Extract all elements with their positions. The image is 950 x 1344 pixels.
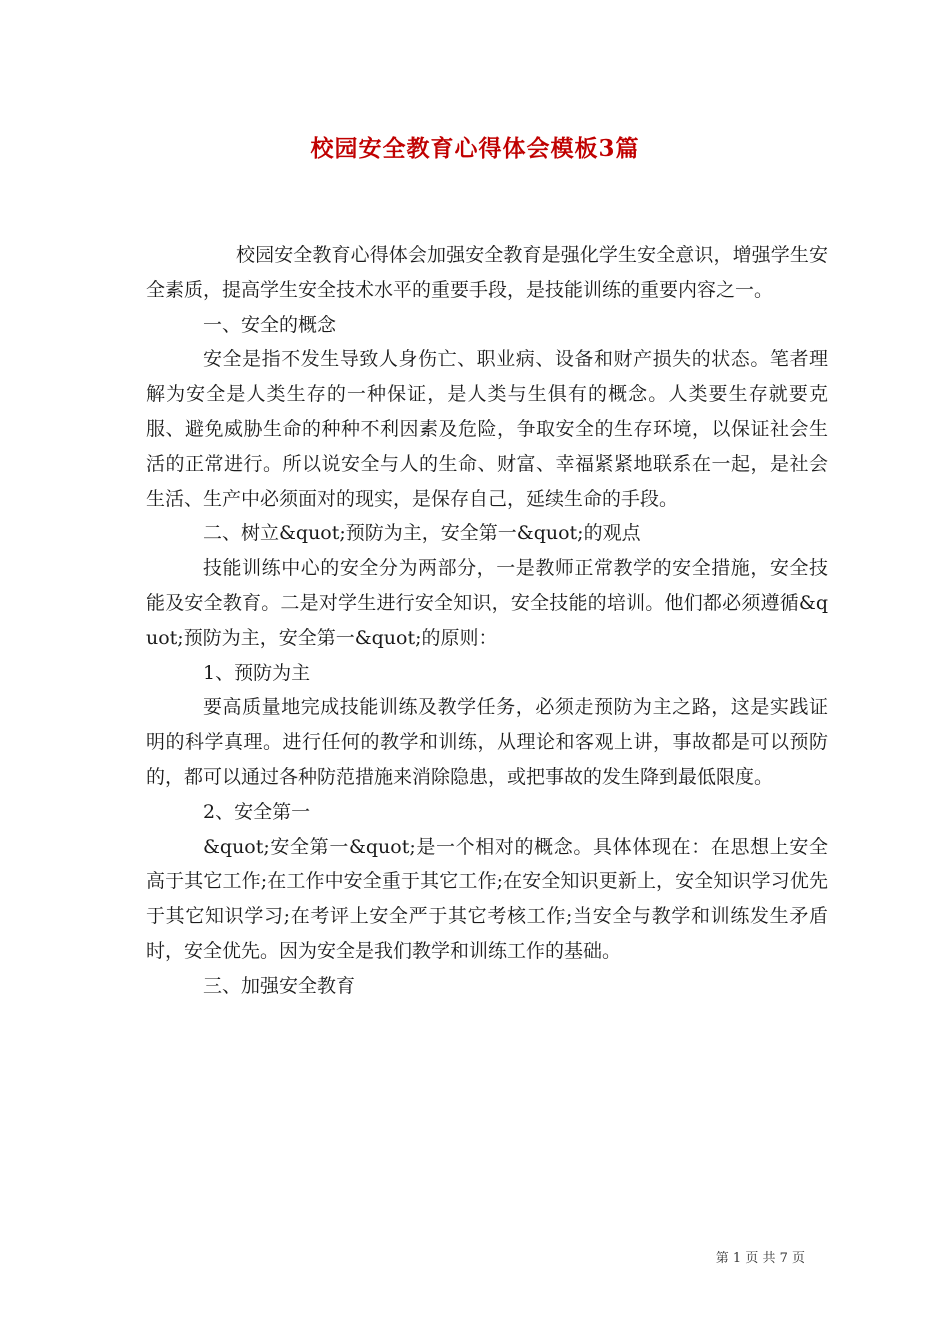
paragraph-intro: 校园安全教育心得体会加强安全教育是强化学生安全意识，增强学生安全素质，提高学生安全技术水平的重要手段，是技能训练的重要内容之一。	[146, 244, 828, 301]
page-number: 第 1 页 共 7 页	[715, 1251, 805, 1266]
document-title: 校园安全教育心得体会模板3篇	[310, 135, 640, 162]
document-body	[146, 238, 828, 1004]
subheading-prevention: 1、预防为主	[203, 661, 311, 684]
paragraph-training-center: 技能训练中心的安全分为两部分，一是教师正常教学的安全措施，安全技能及安全教育。二是对学生进行安全知识，安全技能的培训。他们都必须遵循&quot;预防为主，安全第一&quot;的原则：	[146, 557, 828, 649]
section-heading-1: 一、安全的概念	[203, 313, 337, 336]
paragraph-safety-first: &quot;安全第一&quot;是一个相对的概念。具体体现在：在思想上安全高于其它工作;在工作中安全重于其它工作;在安全知识更新上，安全知识学习优先于其它知识学习;在考评上安全严于其它考核工作;当安全与教学和训练发生矛盾时，安全优先。因为安全是我们教学和训练工作的基础。	[146, 835, 828, 962]
paragraph-safety-concept: 安全是指不发生导致人身伤亡、职业病、设备和财产损失的状态。笔者理解为安全是人类生存的一种保证，是人类与生俱有的概念。人类要生存就要克服、避免威胁生命的种种不利因素及危险，争取安全的生存环境，以保证社会生活的正常进行。所以说安全与人的生命、财富、幸福紧紧地联系在一起，是社会生活、生产中必须面对的现实，是保存自己，延续生命的手段。	[146, 348, 828, 510]
paragraph-prevention: 要高质量地完成技能训练及教学任务，必须走预防为主之路，这是实践证明的科学真理。进行任何的教学和训练，从理论和客观上讲，事故都是可以预防的，都可以通过各种防范措施来消除隐患，或把事故的发生降到最低限度。	[146, 696, 828, 788]
section-heading-3: 三、加强安全教育	[203, 974, 356, 997]
section-heading-2: 二、树立&quot;预防为主，安全第一&quot;的观点	[203, 522, 641, 545]
subheading-safety-first: 2、安全第一	[203, 800, 311, 823]
